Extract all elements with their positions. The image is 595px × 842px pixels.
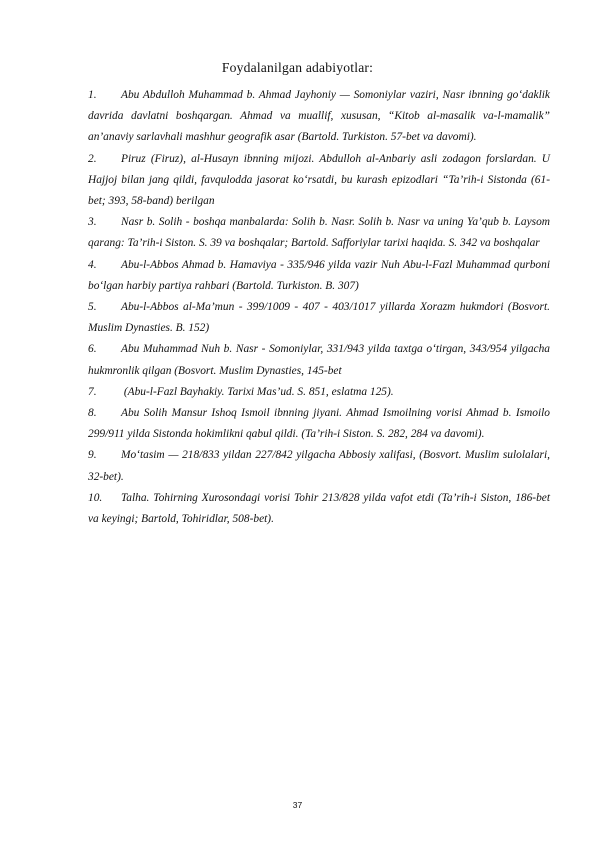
reference-item [88, 403, 550, 445]
reference-item [88, 445, 550, 487]
reference-number: 6. [88, 343, 97, 356]
reference-number: 2. [88, 152, 97, 165]
reference-text: Nasr b. Solih - boshqa manbalarda: Solih b. Nasr. Solih b. Nasr va uning Ya’qub b. Laysom qarang: Ta’rih-i Siston. S. 39 va boshqalar; Bartold. Safforiylar tarixi haqida. S. 342 va boshqalar [88, 216, 550, 250]
page-number: 37 [292, 800, 303, 810]
reference-number: 1. [88, 89, 97, 101]
reference-text: Abu-l-Abbos al-Ma’mun - 399/1009 - 407 - 403/1017 yillarda Xorazm hukmdori (Bosvort. Muslim Dynasties. B. 152) [88, 301, 550, 335]
reference-text: Abu Muhammad Nuh b. Nasr - Somoniylar, 331/943 yilda taxtga o‘tirgan, 343/954 yilgacha hukmronlik qilgan (Bosvort. Muslim Dynasties, 145-bet [88, 343, 550, 377]
reference-item [88, 339, 550, 381]
reference-text: Talha. Tohirning Xurosondagi vorisi Tohir 213/828 yilda vafot etdi (Ta’rih-i Siston, 186-bet va keyingi; Bartold, Tohiridlar, 508-bet). [88, 491, 550, 526]
reference-item [88, 488, 550, 530]
reference-item [88, 297, 550, 339]
reference-number: 10. [88, 491, 103, 504]
reference-item [88, 212, 550, 254]
page-title: Foydalanilgan adabiyotlar: [221, 60, 374, 75]
reference-item [88, 85, 550, 149]
reference-item [88, 382, 550, 403]
reference-text: Piruz (Firuz), al-Husayn ibnning mijozi. Abdulloh al-Anbariy asli zodagon forslardan. U Hajjoj bilan jang qildi, favqulodda jasorat ko‘rsatdi, bu kurash epizodlari “Ta’rih-i Sistonda (61-bet; 393, 58-band) berilgan [88, 152, 550, 208]
reference-text: Abu Abdulloh Muhammad b. Ahmad Jayhoniy — Somoniylar vaziri, Nasr ibnning go‘daklik davrida davlatni boshqargan. Ahmad va muallif, xususan, “Kitob al-masalik va-l-mamalik” an’anaviy sarlavhali mashhur geografik asar (Bartold. Turkiston. 57-bet va davomi). [88, 89, 550, 144]
reference-text: Abu Solih Mansur Ishoq Ismoil ibnning jiyani. Ahmad Ismoilning vorisi Ahmad b. Ismoilo 299/911 yilda Sistonda hokimlikni qabul qildi. (Ta’rih-i Siston. S. 282, 284 va davomi). [88, 407, 550, 441]
reference-text: Abu-l-Abbos Ahmad b. Hamaviya - 335/946 yilda vazir Nuh Abu-l-Fazl Muhammad qurboni bo‘lgan harbiy partiya rahbari (Bartold. Turkiston. B. 307) [88, 258, 550, 292]
reference-item [88, 149, 550, 213]
reference-item [88, 255, 550, 297]
reference-list [88, 85, 550, 530]
reference-number: 3. [88, 216, 97, 229]
reference-text: Mo‘tasim — 218/833 yildan 227/842 yilgacha Abbosiy xalifasi, (Bosvort. Muslim sulolalari, 32-bet). [88, 449, 550, 483]
reference-number: 4. [88, 258, 97, 271]
reference-number: 5. [88, 301, 97, 314]
reference-number: 8. [88, 407, 97, 420]
reference-text: (Abu-l-Fazl Bayhakiy. Tarixi Mas’ud. S. 851, eslatma 125). [121, 385, 394, 398]
reference-number: 9. [88, 449, 97, 462]
reference-number: 7. [88, 385, 97, 398]
